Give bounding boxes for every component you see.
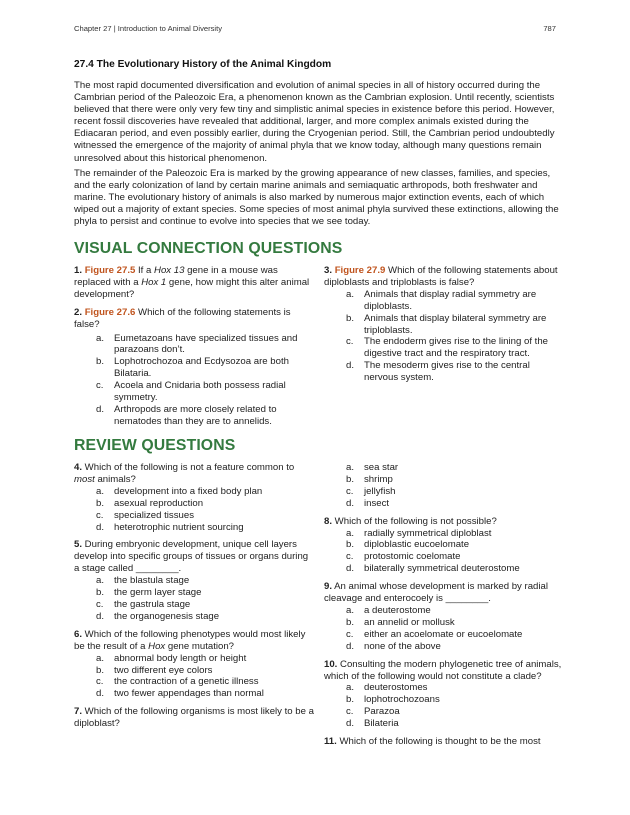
option-letter: c. [346, 628, 354, 640]
option-text: deuterostomes [364, 682, 428, 694]
option-letter: d. [96, 403, 105, 415]
figure-link[interactable]: Figure 27.9 [334, 265, 386, 276]
question-text: gene, how might this alter animal development? [74, 276, 310, 300]
answer-option [324, 617, 564, 629]
option-text: insect [364, 497, 390, 509]
question-number: 4. [74, 462, 83, 473]
option-text: the gastrula stage [114, 598, 191, 610]
answer-option [74, 599, 314, 611]
option-letter: b. [346, 312, 355, 324]
answer-option [324, 462, 564, 474]
answer-option [324, 629, 564, 641]
option-text: Eumetazoans have specialized tissues and parazoans don’t. [114, 332, 298, 356]
option-letter: d. [346, 360, 355, 372]
option-letter: c. [346, 336, 354, 348]
option-text: shrimp [364, 473, 393, 485]
option-text: protostomic coelomate [364, 551, 461, 563]
answer-option [324, 474, 564, 486]
option-text: two different eye colors [114, 664, 213, 676]
option-text: sea star [364, 462, 399, 473]
review-left-column [74, 462, 314, 730]
option-text: the germ layer stage [114, 587, 202, 599]
option-letter: c. [96, 598, 104, 610]
answer-option [74, 587, 314, 599]
option-letter: d. [346, 718, 355, 730]
answer-options [74, 486, 314, 534]
option-text: the organogenesis stage [114, 610, 220, 622]
option-letter: c. [346, 706, 354, 718]
review-questions-heading: REVIEW QUESTIONS [74, 437, 236, 454]
review-right-column [324, 462, 564, 754]
answer-option [324, 682, 564, 694]
option-letter: b. [346, 694, 355, 706]
question-text: Consulting the modern phylogenetic tree of animals, which of the following would not constitute a clade? [324, 658, 562, 682]
option-letter: c. [96, 380, 104, 392]
option-text: an annelid or mollusk [364, 616, 455, 628]
answer-option [74, 653, 314, 665]
option-text: Bilateria [364, 718, 399, 730]
paragraph-2: The remainder of the Paleozoic Era is marked by the growing appearance of new classes, families, and species, and the early colonization of land by certain marine animals and semiaquatic arthropods, both freshwater and marine. The evolutionary history of animals is also marked by numerous major extinction events, each of which wiped out a majority of extant species. Some species of most animal phyla survived these extinctions, allowing the phyla to persist and continue to evolve into species that we see today. [74, 168, 559, 228]
question-number: 5. [74, 539, 83, 551]
paragraph-1: The most rapid documented diversification and evolution of animal species in all of history occurred during the Cambrian period of the Paleozoic Era, a phenomenon known as the Cambrian explosion. Until recently, scientists believed that there were only very few tiny and simplistic animal species in existence before this period. However, recent fossil discoveries have revealed that additional, larger, and more complex animals existed during the Ediacaran period, and even possibly earlier, during the Cryogenian period. Still, the Cambrian period undoubtedly witnessed the emergence of the majority of animal phyla that we know today, although many questions remain unresolved about this historical phenomenon. [74, 80, 555, 164]
option-letter: a. [346, 288, 355, 300]
answer-option [324, 551, 564, 563]
question-number: 9. [324, 581, 333, 593]
answer-option [324, 539, 564, 551]
answer-option [74, 356, 314, 380]
option-letter: c. [96, 676, 104, 688]
option-text: Lophotrochozoa and Ecdysozoa are both Bilataria. [114, 356, 289, 380]
question-11 [324, 736, 564, 748]
option-letter: d. [346, 640, 355, 652]
answer-option [74, 498, 314, 510]
option-text: abnormal body length or height [114, 652, 247, 664]
figure-link[interactable]: Figure 27.6 [84, 306, 136, 318]
option-letter: d. [346, 497, 355, 509]
answer-options [74, 575, 314, 623]
question-5 [74, 539, 314, 575]
option-text: specialized tissues [114, 509, 194, 521]
option-letter: d. [96, 521, 105, 533]
answer-options [324, 289, 564, 384]
question-7 [74, 706, 314, 730]
option-text: a deuterostome [364, 604, 431, 616]
answer-option [324, 563, 564, 575]
gene-name: Hox [148, 640, 166, 652]
answer-option [324, 313, 564, 337]
option-letter: b. [96, 497, 105, 509]
option-text: The mesoderm gives rise to the central nervous system. [364, 360, 530, 384]
answer-option [324, 360, 564, 384]
page-number: 787 [543, 24, 556, 33]
answer-options [324, 528, 564, 576]
question-text: Which of the following is thought to be the most [336, 736, 541, 748]
question-text: Which of the following statements is false? [74, 306, 291, 330]
running-header [74, 24, 556, 33]
option-letter: a. [96, 652, 105, 664]
answer-option [324, 718, 564, 730]
question-text: Which of the following organisms is most likely to be a diploblast? [74, 706, 314, 730]
option-text: Arthropods are more closely related to nematodes than they are to annelids. [114, 403, 277, 427]
option-letter: b. [96, 587, 105, 599]
answer-option [324, 641, 564, 653]
option-letter: a. [346, 682, 355, 694]
option-text: radially symmetrical diploblast [364, 527, 492, 539]
option-letter: b. [346, 616, 355, 628]
question-text: Which of the following phenotypes would most likely be the result of a [74, 628, 306, 652]
figure-link[interactable]: Figure 27.5 [84, 265, 136, 276]
option-text: either an acoelomate or eucoelomate [364, 628, 523, 640]
option-text: bilaterally symmetrical deuterostome [364, 563, 520, 575]
question-text: If a [135, 265, 155, 276]
option-text: asexual reproduction [114, 497, 204, 509]
answer-option [74, 611, 314, 623]
question-text: Which of the following statements about diploblasts and triploblasts is false? [324, 265, 558, 288]
question-4 [74, 462, 314, 486]
question-10 [324, 659, 564, 683]
answer-option [324, 605, 564, 617]
option-text: Animals that display bilateral symmetry are triploblasts. [364, 312, 547, 336]
answer-options [324, 605, 564, 653]
gene-name: Hox 13 [154, 265, 185, 276]
answer-option [74, 522, 314, 534]
option-letter: a. [96, 485, 105, 497]
option-letter: a. [96, 575, 105, 587]
option-text: heterotrophic nutrient sourcing [114, 521, 244, 533]
visual-connection-right-column [324, 265, 564, 384]
option-text: Acoela and Cnidaria both possess radial symmetry. [114, 380, 286, 404]
answer-option [324, 336, 564, 360]
answer-option [324, 706, 564, 718]
answer-option [324, 498, 564, 510]
question-number: 8. [324, 515, 333, 527]
option-text: development into a fixed body plan [114, 485, 263, 497]
answer-option [74, 575, 314, 587]
question-number: 3. [324, 265, 333, 276]
question-3 [324, 265, 564, 289]
answer-options [74, 333, 314, 428]
question-9 [324, 581, 564, 605]
gene-name: Hox 1 [141, 276, 167, 288]
question-text: Which of the following is not a feature common to [82, 462, 295, 473]
option-letter: c. [346, 551, 354, 563]
answer-option [324, 486, 564, 498]
question-number: 1. [74, 265, 83, 276]
answer-option [324, 694, 564, 706]
option-text: lophotrochozoans [364, 694, 440, 706]
option-letter: d. [96, 688, 105, 700]
option-text: Parazoa [364, 706, 400, 718]
question-text: animals? [94, 473, 136, 485]
option-text: the blastula stage [114, 575, 190, 587]
question-number: 11. [324, 736, 337, 748]
chapter-label: Chapter 27 [74, 24, 112, 33]
option-letter: a. [346, 604, 355, 616]
answer-options [324, 462, 564, 510]
question-text: Which of the following is not possible? [332, 515, 497, 527]
header-separator: | [111, 24, 118, 33]
answer-option [74, 510, 314, 522]
chapter-title: Introduction to Animal Diversity [117, 24, 223, 33]
question-2 [74, 307, 314, 331]
emphasis: most [74, 473, 95, 485]
option-letter: c. [346, 485, 354, 497]
visual-connection-left-column [74, 265, 314, 428]
option-text: two fewer appendages than normal [114, 688, 264, 700]
question-8 [324, 516, 564, 528]
option-letter: b. [346, 473, 355, 485]
question-6 [74, 629, 314, 653]
answer-option [74, 380, 314, 404]
option-letter: d. [346, 563, 355, 575]
option-text: diploblastic eucoelomate [364, 539, 470, 551]
option-letter: a. [346, 527, 355, 539]
option-letter: c. [96, 509, 104, 521]
question-1 [74, 265, 314, 301]
option-letter: a. [346, 462, 355, 473]
answer-option [74, 486, 314, 498]
question-number: 7. [74, 706, 83, 718]
answer-options [324, 682, 564, 730]
option-letter: d. [96, 610, 105, 622]
option-letter: b. [96, 664, 105, 676]
option-text: The endoderm gives rise to the lining of the digestive tract and the respiratory tract. [364, 336, 548, 360]
option-text: jellyfish [364, 485, 396, 497]
question-number: 6. [74, 628, 83, 640]
section-title: 27.4 The Evolutionary History of the Animal Kingdom [74, 59, 332, 70]
question-number: 2. [74, 306, 83, 318]
answer-option [74, 676, 314, 688]
answer-option [324, 289, 564, 313]
option-letter: b. [96, 356, 105, 368]
option-text: Animals that display radial symmetry are diploblasts. [364, 288, 537, 312]
visual-connection-heading: VISUAL CONNECTION QUESTIONS [74, 240, 343, 257]
option-letter: b. [346, 539, 355, 551]
option-text: the contraction of a genetic illness [114, 676, 259, 688]
question-text: gene in a mouse was replaced with a [74, 265, 278, 288]
answer-option [74, 665, 314, 677]
question-text: An animal whose development is marked by radial cleavage and enterocoely is ________. [324, 581, 548, 605]
question-number: 10. [324, 658, 338, 670]
answer-option [74, 404, 314, 428]
option-text: none of the above [364, 640, 441, 652]
option-letter: a. [96, 332, 105, 344]
answer-option [324, 528, 564, 540]
question-text: During embryonic development, unique cell layers develop into specific groups of tissues or organs during a stage called ________. [74, 539, 309, 575]
answer-options [74, 653, 314, 701]
question-text: gene mutation? [165, 640, 235, 652]
answer-option [74, 688, 314, 700]
answer-option [74, 333, 314, 357]
